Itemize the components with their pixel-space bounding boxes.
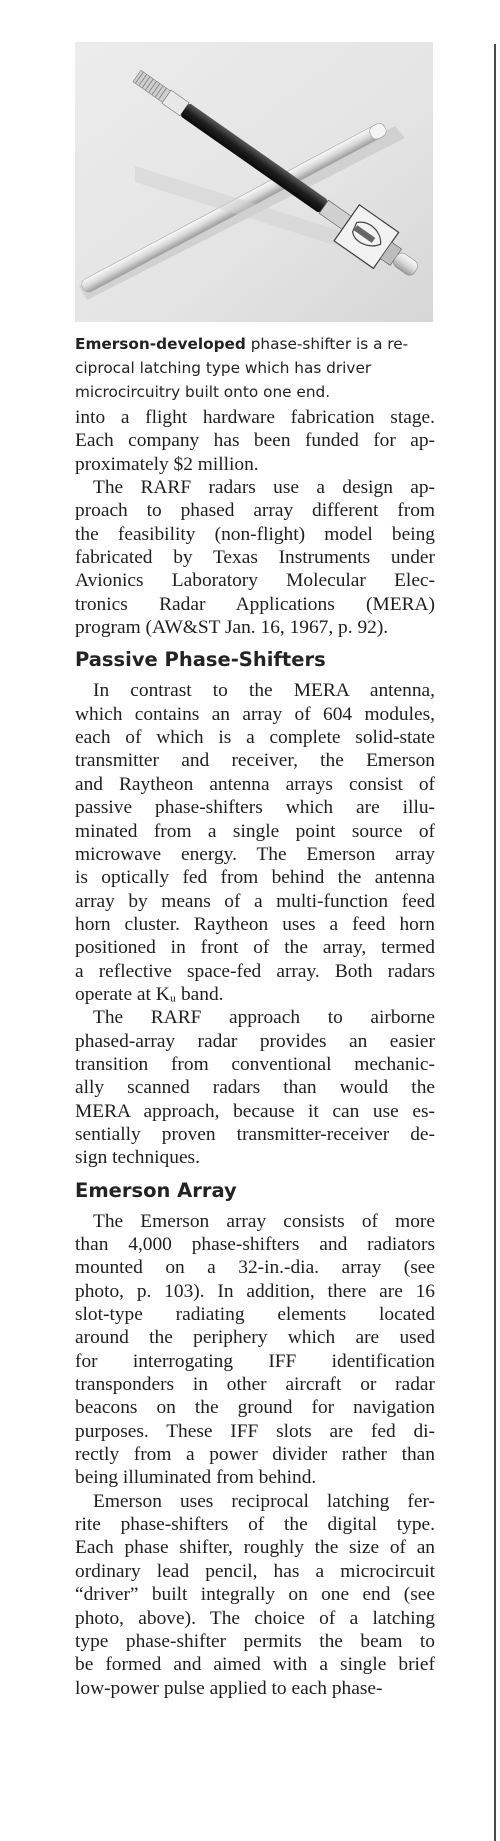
column-rule: [494, 44, 496, 1841]
text-line: is optically fed from behind the antenna: [75, 867, 435, 889]
text-line: be formed and aimed with a single brief: [75, 1654, 435, 1676]
text-line: program (AW&ST Jan. 16, 1967, p. 92).: [75, 617, 389, 639]
text-line: transponders in other aircraft or radar: [75, 1374, 435, 1396]
text-line: beacons on the ground for navigation: [75, 1397, 435, 1419]
text-line: photo, p. 103). In addition, there are 16: [75, 1280, 435, 1302]
text-line: horn cluster. Raytheon uses a feed horn: [75, 913, 435, 935]
photo-caption: [75, 332, 437, 404]
paragraph-6: [75, 1490, 435, 1700]
text-line: mounted on a 32-in.-dia. array (see: [75, 1257, 435, 1279]
text-line: fabricated by Texas Instruments under: [75, 547, 435, 569]
text-line: sign techniques.: [75, 1147, 200, 1169]
text-line: around the periphery which are used: [75, 1327, 435, 1349]
text-line: proximately $2 million.: [75, 453, 259, 475]
text-line: a reflective space-fed array. Both radars: [75, 960, 435, 982]
text-line: slot-type radiating elements located: [75, 1304, 435, 1326]
text-line: low-power pulse applied to each phase-: [75, 1677, 383, 1699]
text-line: MERA approach, because it can use es-: [75, 1100, 435, 1122]
text-line: Avionics Laboratory Molecular Elec-: [75, 570, 435, 592]
text-line: being illuminated from behind.: [75, 1467, 317, 1489]
heading-emerson-array: Emerson Array: [75, 1178, 237, 1202]
paragraph-4: [75, 1006, 435, 1169]
text-line: Emerson uses reciprocal latching fer-: [93, 1490, 435, 1512]
text-line: ally scanned radars than would the: [75, 1077, 435, 1099]
text-line: which contains an array of 604 modules,: [75, 703, 435, 725]
text-line: The RARF radars use a design ap-: [93, 477, 435, 499]
text-line: The RARF approach to airborne: [93, 1007, 435, 1029]
text-line: transmitter and receiver, the Emerson: [75, 750, 435, 772]
text-column: [75, 406, 435, 1700]
text-line: transition from conventional mechanic-: [75, 1053, 435, 1075]
text-line: array by means of a multi-function feed: [75, 890, 435, 912]
paragraph-1: [75, 406, 435, 476]
paragraph-5: [75, 1210, 435, 1490]
text-line: rectly from a power divider rather than: [75, 1444, 435, 1466]
text-line: than 4,000 phase-shifters and radiators: [75, 1234, 435, 1255]
text-line: Each company has been funded for ap-: [75, 430, 435, 452]
text-line: type phase-shifter permits the beam to: [75, 1630, 435, 1652]
text-line: into a flight hardware fabrication stage.: [75, 407, 435, 428]
text-line: phased-array radar provides an easier: [75, 1030, 435, 1052]
text-line: rite phase-shifters of the digital type.: [75, 1514, 435, 1536]
text-line: for interrogating IFF identification: [75, 1350, 435, 1372]
text-line: tronics Radar Applications (MERA): [75, 593, 435, 615]
heading-passive-phase-shifters: Passive Phase-Shifters: [75, 648, 326, 672]
caption-line-1-rest: phase-shifter is a re-: [245, 335, 409, 353]
text-line: microwave energy. The Emerson array: [75, 843, 435, 865]
caption-line-2: ciprocal latching type which has driver: [75, 359, 372, 377]
text-line: purposes. These IFF slots are fed di-: [75, 1420, 435, 1442]
text-line: Each phase shifter, roughly the size of an: [75, 1537, 435, 1559]
text-line: positioned in front of the array, termed: [75, 937, 435, 959]
text-line: The Emerson array consists of more: [93, 1210, 435, 1232]
text-line: sentially proven transmitter-receiver de-: [75, 1123, 435, 1145]
text-line: proach to phased array different from: [75, 500, 435, 522]
text-line: In contrast to the MERA antenna,: [93, 680, 435, 702]
text-line: and Raytheon antenna arrays consist of: [75, 773, 435, 795]
text-line: operate at Kᵤ band.: [75, 983, 224, 1005]
text-line: minated from a single point source of: [75, 820, 435, 842]
paragraph-2: [75, 476, 435, 639]
text-line: photo, above). The choice of a latching: [75, 1607, 435, 1629]
caption-line-1: [75, 332, 437, 356]
text-line: ordinary lead pencil, has a microcircuit: [75, 1560, 435, 1582]
paragraph-3: [75, 679, 435, 1006]
text-line: the feasibility (non-flight) model being: [75, 523, 435, 545]
text-line: each of which is a complete solid-state: [75, 727, 435, 749]
text-line: “driver” built integrally on one end (see: [75, 1584, 435, 1606]
text-line: passive phase-shifters which are illu-: [75, 797, 435, 819]
caption-lead: Emerson-developed: [75, 335, 246, 353]
caption-line-3: microcircuitry built onto one end.: [75, 383, 331, 401]
phase-shifter-photo: [75, 42, 433, 322]
